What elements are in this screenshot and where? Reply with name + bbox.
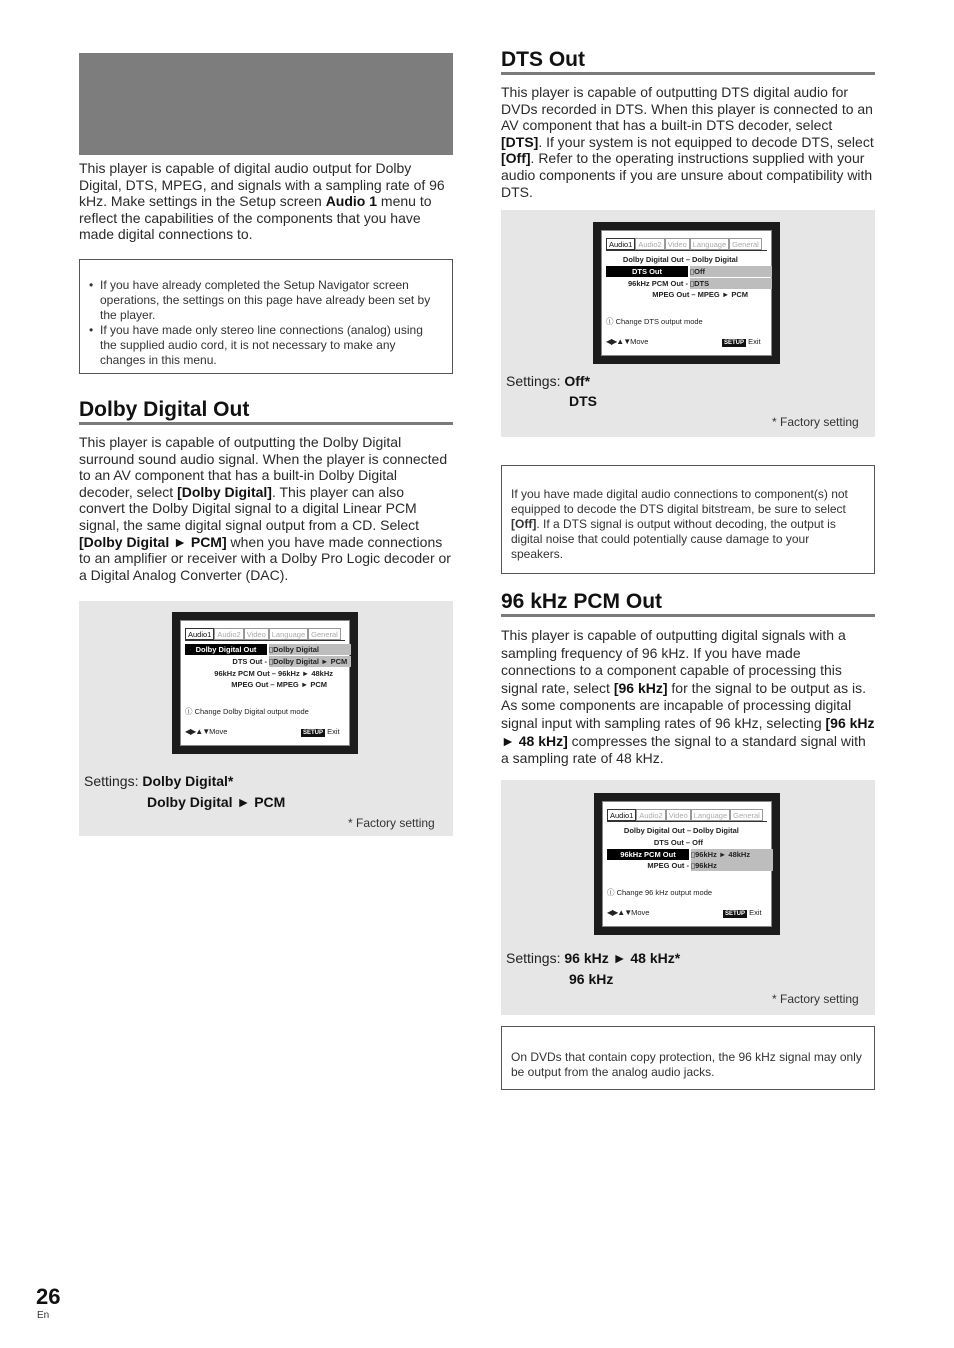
menu-row[interactable]: DTS Out – Off [653, 838, 703, 847]
menu-row[interactable]: 96kHz PCM Out – 96kHz ► 48kHz [214, 669, 333, 678]
menu-tabs [606, 238, 762, 250]
info-icon: ⓘ [607, 888, 615, 897]
tab-audio1[interactable]: Audio1 [606, 238, 635, 250]
exit-hint: SETUP Exit [303, 727, 340, 736]
note-box [501, 1026, 875, 1090]
menu-row[interactable]: 96kHz PCM Out ▯96kHz ► 48kHz [607, 849, 767, 860]
pcm-heading: 96 kHz PCM Out [501, 590, 663, 613]
move-hint: ◀▶▲▼Move [606, 337, 649, 346]
menu-row[interactable]: DTS Out - ▯Dolby Digital ► PCM [185, 656, 345, 667]
tab-video[interactable]: Video [244, 628, 269, 640]
warning-text: If you have made digital audio connections to component(s) not equipped to decode the DTS digital bitstream, be sure to select [Off]. If a DTS signal is output without decoding, the output is digital noise that could potentially cause damage to your speakers. [511, 487, 848, 561]
tab-video[interactable]: Video [665, 238, 690, 250]
dolby-tv-screen [172, 612, 358, 754]
hint-text: ⓘ Change 96 kHz output mode [607, 888, 713, 897]
hint-text: ⓘ Change DTS output mode [606, 317, 703, 326]
menu-row[interactable]: Dolby Digital Out – Dolby Digital [622, 255, 738, 264]
tab-audio2[interactable]: Audio2 [636, 809, 665, 821]
heading-rule [501, 614, 875, 617]
setup-key-icon: SETUP [303, 730, 324, 736]
move-hint: ◀▶▲▼Move [607, 908, 650, 917]
menu-row[interactable]: 96kHz PCM Out - ▯DTS [606, 278, 767, 289]
tab-general[interactable]: General [730, 809, 763, 821]
info-icon: ⓘ [185, 707, 193, 716]
menu-tabs [607, 809, 763, 821]
move-hint: ◀▶▲▼Move [185, 727, 228, 736]
setup-key-icon: SETUP [725, 911, 746, 917]
heading-rule [79, 422, 453, 425]
dts-paragraph: This player is capable of outputting DTS digital audio for DVDs recorded in DTS. When this player is connected to an AV component that has a built-in DTS decoder, select [DTS]. If your system is not equipped to decode DTS, select [Off]. Refer to the operating instructions supplied with your audio components if you are unsure about compatibility with DTS. [501, 84, 874, 200]
factory-note: * Factory setting [772, 415, 859, 429]
hint-text: ⓘ Change Dolby Digital output mode [185, 707, 309, 716]
section-header-banner [79, 53, 453, 155]
menu-tabs [185, 628, 341, 640]
dolby-settings: Settings: Dolby Digital* [84, 773, 234, 789]
exit-hint: SETUP Exit [724, 337, 761, 346]
menu-row[interactable]: MPEG Out - ▯96kHz [607, 860, 767, 871]
factory-note: * Factory setting [348, 816, 435, 830]
dolby-settings-opt2: Dolby Digital ► PCM [147, 794, 286, 810]
exit-hint: SETUP Exit [725, 908, 762, 917]
dts-settings-opt2: DTS [569, 393, 597, 409]
menu-row[interactable]: DTS Out ▯Off [606, 266, 767, 277]
dolby-heading: Dolby Digital Out [79, 398, 250, 421]
heading-rule [501, 72, 875, 75]
tab-general[interactable]: General [308, 628, 341, 640]
arrow-keys-icon: ◀▶▲▼ [606, 337, 631, 346]
menu-row[interactable]: Dolby Digital Out ▯Dolby Digital [185, 644, 345, 655]
tab-general[interactable]: General [729, 238, 762, 250]
tab-language[interactable]: Language [690, 238, 729, 250]
menu-row[interactable]: MPEG Out – MPEG ► PCM [231, 680, 327, 689]
note-text: On DVDs that contain copy protection, the 96 kHz signal may only be output from the analog audio jacks. [511, 1050, 862, 1079]
tab-audio1[interactable]: Audio1 [607, 809, 636, 821]
menu-row[interactable]: Dolby Digital Out – Dolby Digital [623, 826, 739, 835]
note-bullet: • If you have already completed the Setup Navigator screen operations, the settings on this page have already been set by the player. [89, 278, 431, 322]
dts-heading: DTS Out [501, 48, 585, 71]
note-bullet: • If you have made only stereo line connections (analog) using the supplied audio cord, it is not necessary to make any changes in this menu. [89, 323, 423, 367]
arrow-keys-icon: ◀▶▲▼ [607, 908, 632, 917]
info-icon: ⓘ [606, 317, 614, 326]
tab-video[interactable]: Video [666, 809, 691, 821]
tab-audio1[interactable]: Audio1 [185, 628, 214, 640]
setting-option: Dolby Digital* [142, 773, 234, 789]
tab-audio2[interactable]: Audio2 [214, 628, 243, 640]
dts-settings: Settings: Off* [506, 373, 591, 389]
dolby-paragraph: This player is capable of outputting the Dolby Digital surround sound audio signal. When the player is connected to an AV component that has a built-in Dolby Digital decoder, select [Dolby Digital]. This player can also convert the Dolby Digital signal to a digital Linear PCM signal, the same digital signal output from a CD. Select [Dolby Digital ► PCM] when you have made connections to an amplifier or receiver with a Dolby Pro Logic decoder or a Digital Analog Converter (DAC). [79, 434, 451, 583]
tab-language[interactable]: Language [269, 628, 308, 640]
pcm-settings: Settings: 96 kHz ► 48 kHz* [506, 950, 681, 966]
page-number: 26 [36, 1284, 61, 1309]
arrow-keys-icon: ◀▶▲▼ [185, 727, 210, 736]
intro-paragraph: This player is capable of digital audio output for Dolby Digital, DTS, MPEG, and signals with a sampling rate of 96 kHz. Make settings in the Setup screen Audio 1 menu to reflect the capabilities of the components that you have made digital connections to. [79, 160, 445, 243]
note-box [79, 259, 453, 374]
pcm-settings-opt2: 96 kHz [569, 971, 614, 987]
tab-audio2[interactable]: Audio2 [635, 238, 664, 250]
menu-row[interactable]: MPEG Out – MPEG ► PCM [652, 290, 748, 299]
warning-box [501, 465, 875, 574]
pcm-paragraph: This player is capable of outputting digital signals with a sampling frequency of 96 kHz. If you have made connections to a component capable of processing this signal rate, select [96 kHz] for the signal to be output as is. As some components are incapable of processing digital signal input with sampling rates of 96 kHz, selecting [96 kHz ► 48 kHz] compresses the signal to a standard signal with a sampling rate of 48 kHz. [501, 627, 875, 767]
pcm-tv-screen [594, 793, 780, 935]
language-code: En [37, 1310, 50, 1321]
factory-note: * Factory setting [772, 992, 859, 1006]
tab-language[interactable]: Language [691, 809, 730, 821]
dts-tv-screen [593, 222, 780, 364]
setup-key-icon: SETUP [724, 340, 745, 346]
